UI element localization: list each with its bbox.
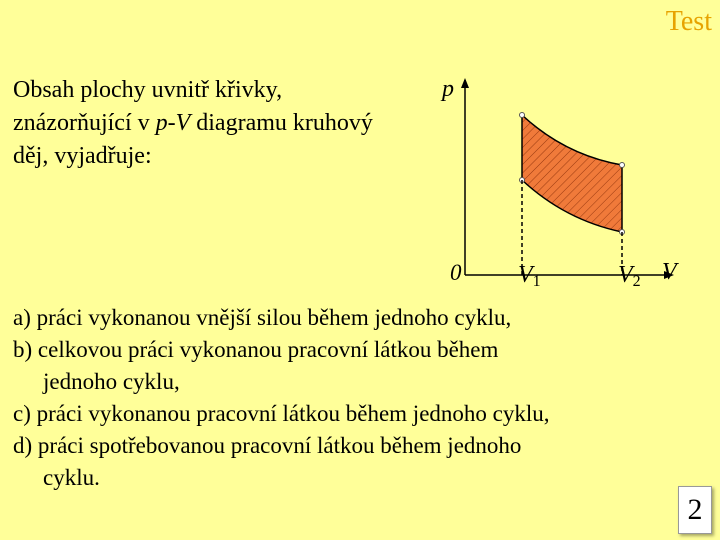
pv-diagram bbox=[430, 70, 700, 290]
answer-b-continuation: jednoho cyklu, bbox=[43, 369, 180, 394]
y-axis-label: p bbox=[442, 76, 454, 102]
y-axis-arrow bbox=[461, 78, 469, 88]
origin-label: 0 bbox=[450, 260, 462, 285]
pv-diagram-svg bbox=[430, 70, 700, 290]
page-number-badge: 2 bbox=[678, 486, 712, 534]
cycle-point bbox=[620, 163, 625, 168]
v2-label bbox=[618, 262, 641, 290]
answer-d-continuation: cyklu. bbox=[43, 465, 100, 490]
v1-label bbox=[518, 262, 541, 290]
answer-b: b) celkovou práci vykonanou pracovní látkou během bbox=[13, 337, 499, 362]
question-part1: Obsah plochy uvnitř křivky, znázorňující v bbox=[13, 77, 283, 136]
v1-label-main: V bbox=[518, 262, 533, 288]
answer-list bbox=[13, 302, 703, 494]
question-part2: diagramu kruhový děj, vyjadřuje: bbox=[13, 110, 373, 169]
test-label: Test bbox=[665, 6, 712, 37]
v2-label-main: V bbox=[618, 262, 633, 288]
question-text bbox=[13, 74, 403, 173]
answer-c: c) práci vykonanou pracovní látkou během jednoho cyklu, bbox=[13, 401, 550, 426]
answer-d: d) práci spotřebovanou pracovní látkou během jednoho bbox=[13, 433, 522, 458]
cycle-point bbox=[520, 113, 525, 118]
cycle-area bbox=[522, 115, 622, 232]
answer-a: a) práci vykonanou vnější silou během jednoho cyklu, bbox=[13, 305, 512, 330]
question-italic: p-V bbox=[155, 110, 191, 136]
x-axis-label: V bbox=[662, 259, 677, 285]
v1-label-sub: 1 bbox=[532, 273, 541, 290]
v2-label-sub: 2 bbox=[632, 273, 641, 290]
